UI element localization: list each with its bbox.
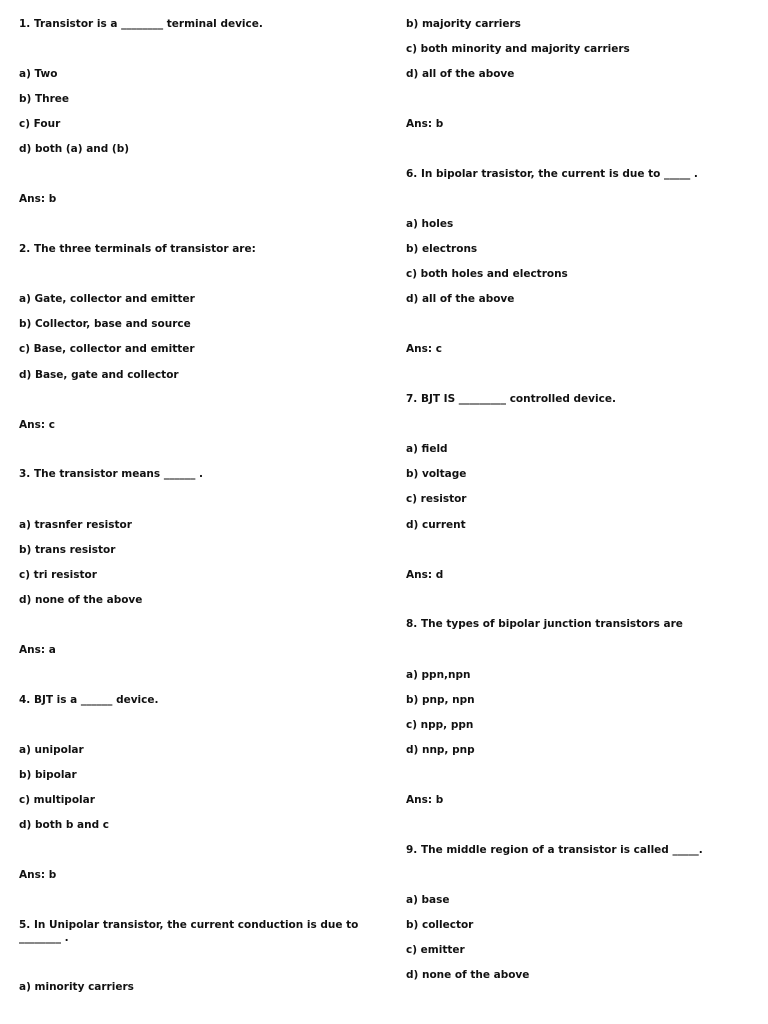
option-1d: d) both (a) and (b) (19, 143, 130, 155)
option-7a: a) field (406, 443, 448, 455)
option-8a: a) ppn,npn (406, 669, 471, 681)
option-8b: b) pnp, npn (406, 694, 475, 706)
option-5b: b) majority carriers (406, 18, 521, 30)
option-4a: a) unipolar (19, 744, 84, 756)
question-2: 2. The three terminals of transistor are: (19, 243, 256, 255)
option-9b: b) collector (406, 919, 474, 931)
option-2d: d) Base, gate and collector (19, 369, 179, 381)
question-3: 3. The transistor means ______ . (19, 468, 203, 480)
option-9c: c) emitter (406, 944, 465, 956)
option-2c: c) Base, collector and emitter (19, 343, 195, 355)
answer-1: Ans: b (19, 193, 57, 205)
option-7c: c) resistor (406, 493, 467, 505)
option-4b: b) bipolar (19, 769, 77, 781)
question-1: 1. Transistor is a ________ terminal device. (19, 18, 263, 30)
option-1a: a) Two (19, 68, 58, 80)
question-7: 7. BJT IS _________ controlled device. (406, 393, 616, 405)
option-8d: d) nnp, pnp (406, 744, 475, 756)
option-5a: a) minority carriers (19, 981, 134, 993)
option-5d: d) all of the above (406, 68, 515, 80)
option-3d: d) none of the above (19, 594, 143, 606)
option-9d: d) none of the above (406, 969, 530, 981)
option-1c: c) Four (19, 118, 61, 130)
option-6a: a) holes (406, 218, 454, 230)
answer-3: Ans: a (19, 644, 56, 656)
option-2b: b) Collector, base and source (19, 318, 191, 330)
option-4c: c) multipolar (19, 794, 95, 806)
question-9: 9. The middle region of a transistor is called _____. (406, 844, 703, 856)
answer-8: Ans: b (406, 794, 444, 806)
answer-5: Ans: b (406, 118, 444, 130)
option-3b: b) trans resistor (19, 544, 116, 556)
question-4: 4. BJT is a ______ device. (19, 694, 159, 706)
option-3a: a) trasnfer resistor (19, 519, 132, 531)
option-6d: d) all of the above (406, 293, 515, 305)
option-2a: a) Gate, collector and emitter (19, 293, 195, 305)
option-1b: b) Three (19, 93, 70, 105)
option-3c: c) tri resistor (19, 569, 97, 581)
option-4d: d) both b and c (19, 819, 109, 831)
answer-2: Ans: c (19, 419, 55, 431)
option-7d: d) current (406, 519, 466, 531)
option-8c: c) npp, ppn (406, 719, 474, 731)
question-6: 6. In bipolar trasistor, the current is due to _____ . (406, 168, 698, 180)
question-8: 8. The types of bipolar junction transistors are (406, 618, 683, 630)
option-6b: b) electrons (406, 243, 478, 255)
answer-4: Ans: b (19, 869, 57, 881)
option-9a: a) base (406, 894, 450, 906)
option-6c: c) both holes and electrons (406, 268, 568, 280)
option-5c: c) both minority and majority carriers (406, 43, 630, 55)
answer-7: Ans: d (406, 569, 444, 581)
question-5: 5. In Unipolar transistor, the current conduction is due to ________ . (19, 919, 359, 944)
option-7b: b) voltage (406, 468, 467, 480)
answer-6: Ans: c (406, 343, 442, 355)
